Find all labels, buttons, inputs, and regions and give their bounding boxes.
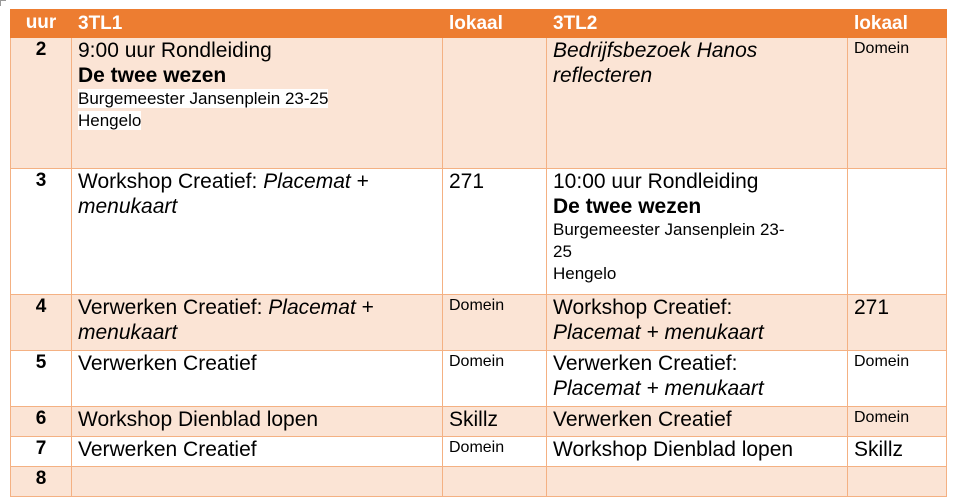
table-row bbox=[11, 169, 947, 295]
table-row bbox=[11, 437, 947, 467]
activity-text: Verwerken Creatief: bbox=[78, 296, 269, 319]
activity-cell-3tl2: Workshop Dienblad lopen bbox=[547, 437, 848, 467]
room-cell-3tl1: Domein bbox=[443, 351, 547, 407]
schedule-table bbox=[10, 9, 947, 497]
hour-cell: 8 bbox=[11, 467, 72, 497]
activity-text-italic: menukaart bbox=[78, 195, 178, 218]
activity-title: De twee wezen bbox=[78, 64, 227, 87]
activity-cell-3tl1 bbox=[72, 38, 443, 169]
table-row bbox=[11, 467, 947, 497]
activity-cell-3tl2 bbox=[547, 351, 848, 407]
activity-text: + bbox=[355, 296, 374, 319]
hour-cell: 7 bbox=[11, 437, 72, 467]
activity-cell-3tl2 bbox=[547, 467, 848, 497]
table-row bbox=[11, 407, 947, 437]
activity-text-italic: Placemat + menukaart bbox=[553, 321, 764, 344]
room-cell-3tl2: Skillz bbox=[848, 437, 947, 467]
table-row bbox=[11, 38, 947, 169]
room-cell-3tl2 bbox=[848, 169, 947, 295]
activity-text: + bbox=[350, 170, 369, 193]
activity-text-italic: Placemat + menukaart bbox=[553, 377, 764, 400]
hour-cell: 6 bbox=[11, 407, 72, 437]
activity-text: Workshop Creatief: bbox=[553, 296, 733, 319]
activity-time: 9:00 uur Rondleiding bbox=[78, 39, 272, 62]
header-row bbox=[11, 10, 947, 38]
activity-text-italic: menukaart bbox=[78, 321, 178, 344]
header-class-3tl2: 3TL2 bbox=[547, 10, 848, 38]
table-row bbox=[11, 351, 947, 407]
activity-cell-3tl1: Verwerken Creatief bbox=[72, 351, 443, 407]
activity-line: reflecteren bbox=[553, 64, 653, 87]
activity-title: De twee wezen bbox=[553, 195, 702, 218]
page-corner-mark bbox=[0, 0, 6, 6]
room-cell-3tl2: 271 bbox=[848, 295, 947, 351]
activity-text: Workshop Creatief: bbox=[78, 170, 264, 193]
hour-cell: 3 bbox=[11, 169, 72, 295]
activity-cell-3tl1 bbox=[72, 169, 443, 295]
room-cell-3tl2: Domein bbox=[848, 351, 947, 407]
activity-city: Hengelo bbox=[553, 264, 617, 283]
activity-cell-3tl2 bbox=[547, 295, 848, 351]
activity-cell-3tl1: Workshop Dienblad lopen bbox=[72, 407, 443, 437]
activity-address: 25 bbox=[553, 242, 572, 261]
hour-cell: 5 bbox=[11, 351, 72, 407]
activity-cell-3tl2 bbox=[547, 38, 848, 169]
table-row bbox=[11, 295, 947, 351]
header-class-3tl1: 3TL1 bbox=[72, 10, 443, 38]
activity-text-italic: Placemat bbox=[263, 170, 351, 193]
room-cell-3tl1: 271 bbox=[443, 169, 547, 295]
header-lokaal-1: lokaal bbox=[443, 10, 547, 38]
hour-cell: 2 bbox=[11, 38, 72, 169]
hour-cell: 4 bbox=[11, 295, 72, 351]
activity-address: Burgemeester Jansenplein 23- bbox=[553, 220, 785, 239]
activity-time: 10:00 uur Rondleiding bbox=[553, 170, 759, 193]
activity-city: Hengelo bbox=[78, 111, 142, 130]
room-cell-3tl2: Domein bbox=[848, 38, 947, 169]
header-lokaal-2: lokaal bbox=[848, 10, 947, 38]
room-cell-3tl1: Domein bbox=[443, 437, 547, 467]
room-cell-3tl1 bbox=[443, 467, 547, 497]
activity-line: Bedrijfsbezoek Hanos bbox=[553, 39, 758, 62]
activity-cell-3tl1: Verwerken Creatief bbox=[72, 437, 443, 467]
room-cell-3tl1: Domein bbox=[443, 295, 547, 351]
activity-cell-3tl1 bbox=[72, 467, 443, 497]
room-cell-3tl2: Domein bbox=[848, 407, 947, 437]
header-uur: uur bbox=[11, 10, 72, 38]
activity-address: Burgemeester Jansenplein 23-25 bbox=[78, 89, 329, 108]
activity-text-italic: Placemat bbox=[268, 296, 356, 319]
room-cell-3tl1 bbox=[443, 38, 547, 169]
activity-cell-3tl2 bbox=[547, 169, 848, 295]
room-cell-3tl1: Skillz bbox=[443, 407, 547, 437]
activity-cell-3tl1 bbox=[72, 295, 443, 351]
activity-cell-3tl2: Verwerken Creatief bbox=[547, 407, 848, 437]
activity-text: Verwerken Creatief: bbox=[553, 352, 738, 375]
room-cell-3tl2 bbox=[848, 467, 947, 497]
